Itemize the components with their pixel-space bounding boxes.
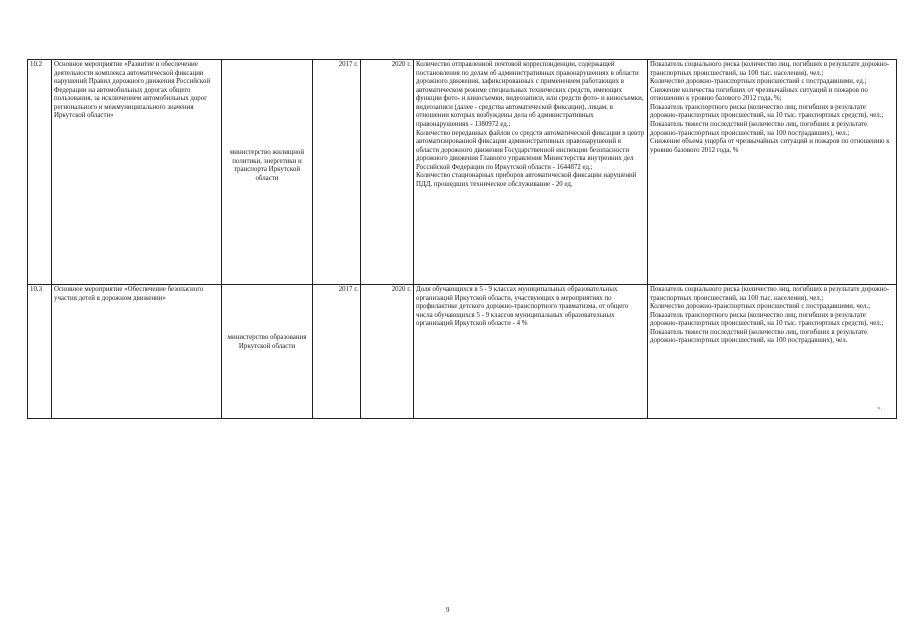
end-year: 2020 г.	[361, 285, 414, 419]
targets-cell	[648, 285, 897, 419]
target-item: Показатель транспортного риска (количество лиц, погибших в результате дорожно-транспортных происшествий, на 10 тыс. транспортных средств), чел.;	[650, 311, 884, 328]
target-item: Показатель социального риска (количество лиц, погибших в результате дорожно-транспортных происшествий, на 100 тыс. населения), чел.;	[650, 61, 890, 77]
target-item: Снижение объема ущерба от чрезвычайных ситуаций и пожаров по отношению к уровню базового 2012 года, %	[650, 138, 890, 154]
target-item: Снижение количества погибших от чрезвычайных ситуаций и пожаров по отношению к уровню базового 2012 года, %;	[650, 86, 868, 103]
executor-cell	[222, 285, 313, 419]
target-item: Показатель социального риска (количество лиц, погибших в результате дорожно-транспортных происшествий, на 100 тыс. населения), чел.;	[650, 286, 890, 302]
row-number: 10.2	[28, 60, 52, 285]
indicator-item: Количество переданных файлов со средств автоматической фиксации в центр автоматизированной фиксации административных правонарушений в области дорожного движения Государственной инспекции безопасности дорожного движения Главного управления Министерства внутренних дел Российской Федерации по Иркутской области - 1644872 ед.;	[416, 129, 645, 171]
table-row	[28, 60, 897, 285]
row-number: 10.3	[28, 285, 52, 419]
program-table	[27, 59, 897, 419]
executor-cell	[222, 60, 313, 285]
target-item: Показатель тяжести последствий (количество лиц, погибших в результате дорожно-транспортных происшествий, на 100 пострадавших), чел.;	[650, 120, 867, 137]
executor-name: министерство жилищной политики, энергетики и транспорта Иркутской области	[229, 149, 305, 182]
targets-cell	[648, 60, 897, 285]
closing-quote-mark: ».	[877, 404, 883, 412]
executor-name: министерство образования Иркутской области	[227, 334, 307, 350]
activity-name: Основное мероприятие «Обеспечение безопасного участия детей в дорожном движении»	[52, 285, 222, 419]
target-item: Количество дорожно-транспортных происшествий с пострадавшими, чел.;	[650, 303, 870, 311]
table-row	[28, 285, 897, 419]
end-year: 2020 г.	[361, 60, 414, 285]
indicators-cell	[414, 60, 648, 285]
indicator-item: Доля обучающихся в 5 - 9 классах муниципальных образовательных организаций Иркутской области, участвующих в мероприятиях по профилактике детского дорожно-транспортного травматизма, от общего числа обучающихся 5 - 9 классов муниципальных образовательных организаций Иркутской области - 4 %	[416, 286, 629, 328]
target-item: Показатель транспортного риска (количество лиц, погибших в результате дорожно-транспортных происшествий, на 10 тыс. транспортных средств), чел.;	[650, 103, 884, 120]
start-year: 2017 г.	[313, 285, 361, 419]
indicator-item: Количество отправленной почтовой корреспонденции, содержащей постановления по делам об административных правонарушениях в области дорожного движения, зафиксированных с применением работающих в автоматическом режиме специальных технических средств, имеющих функции фото- и киносъемки, видеозаписи, или средств фото- и киносъемки, видеозаписи (далее - средства автоматической фиксации), лицам, в отношении которых возбуждены дела об административных правонарушениях - 1380972 ед.;	[416, 61, 644, 128]
target-item: Показатель тяжести последствий (количество лиц, погибших в результате дорожно-транспортных происшествий, на 100 пострадавших), чел.	[650, 328, 867, 345]
start-year: 2017 г.	[313, 60, 361, 285]
page-number: 9	[446, 606, 450, 614]
target-item: Количество дорожно-транспортных происшествий с пострадавшими, ед.;	[650, 78, 867, 86]
activity-name: Основное мероприятие «Развитие и обеспечение деятельности комплекса автоматической фиксации нарушений Правил дорожного движения Российской Федерации на автомобильных дорогах общего пользования, за исключением автомобильных дорог регионального и межмуниципального значения Иркутской области»	[52, 60, 222, 285]
indicator-item: Количество стационарных приборов автоматической фиксации нарушений ПДД, прошедших техническое обслуживание - 20 ед.	[416, 172, 637, 188]
indicators-cell	[414, 285, 648, 419]
